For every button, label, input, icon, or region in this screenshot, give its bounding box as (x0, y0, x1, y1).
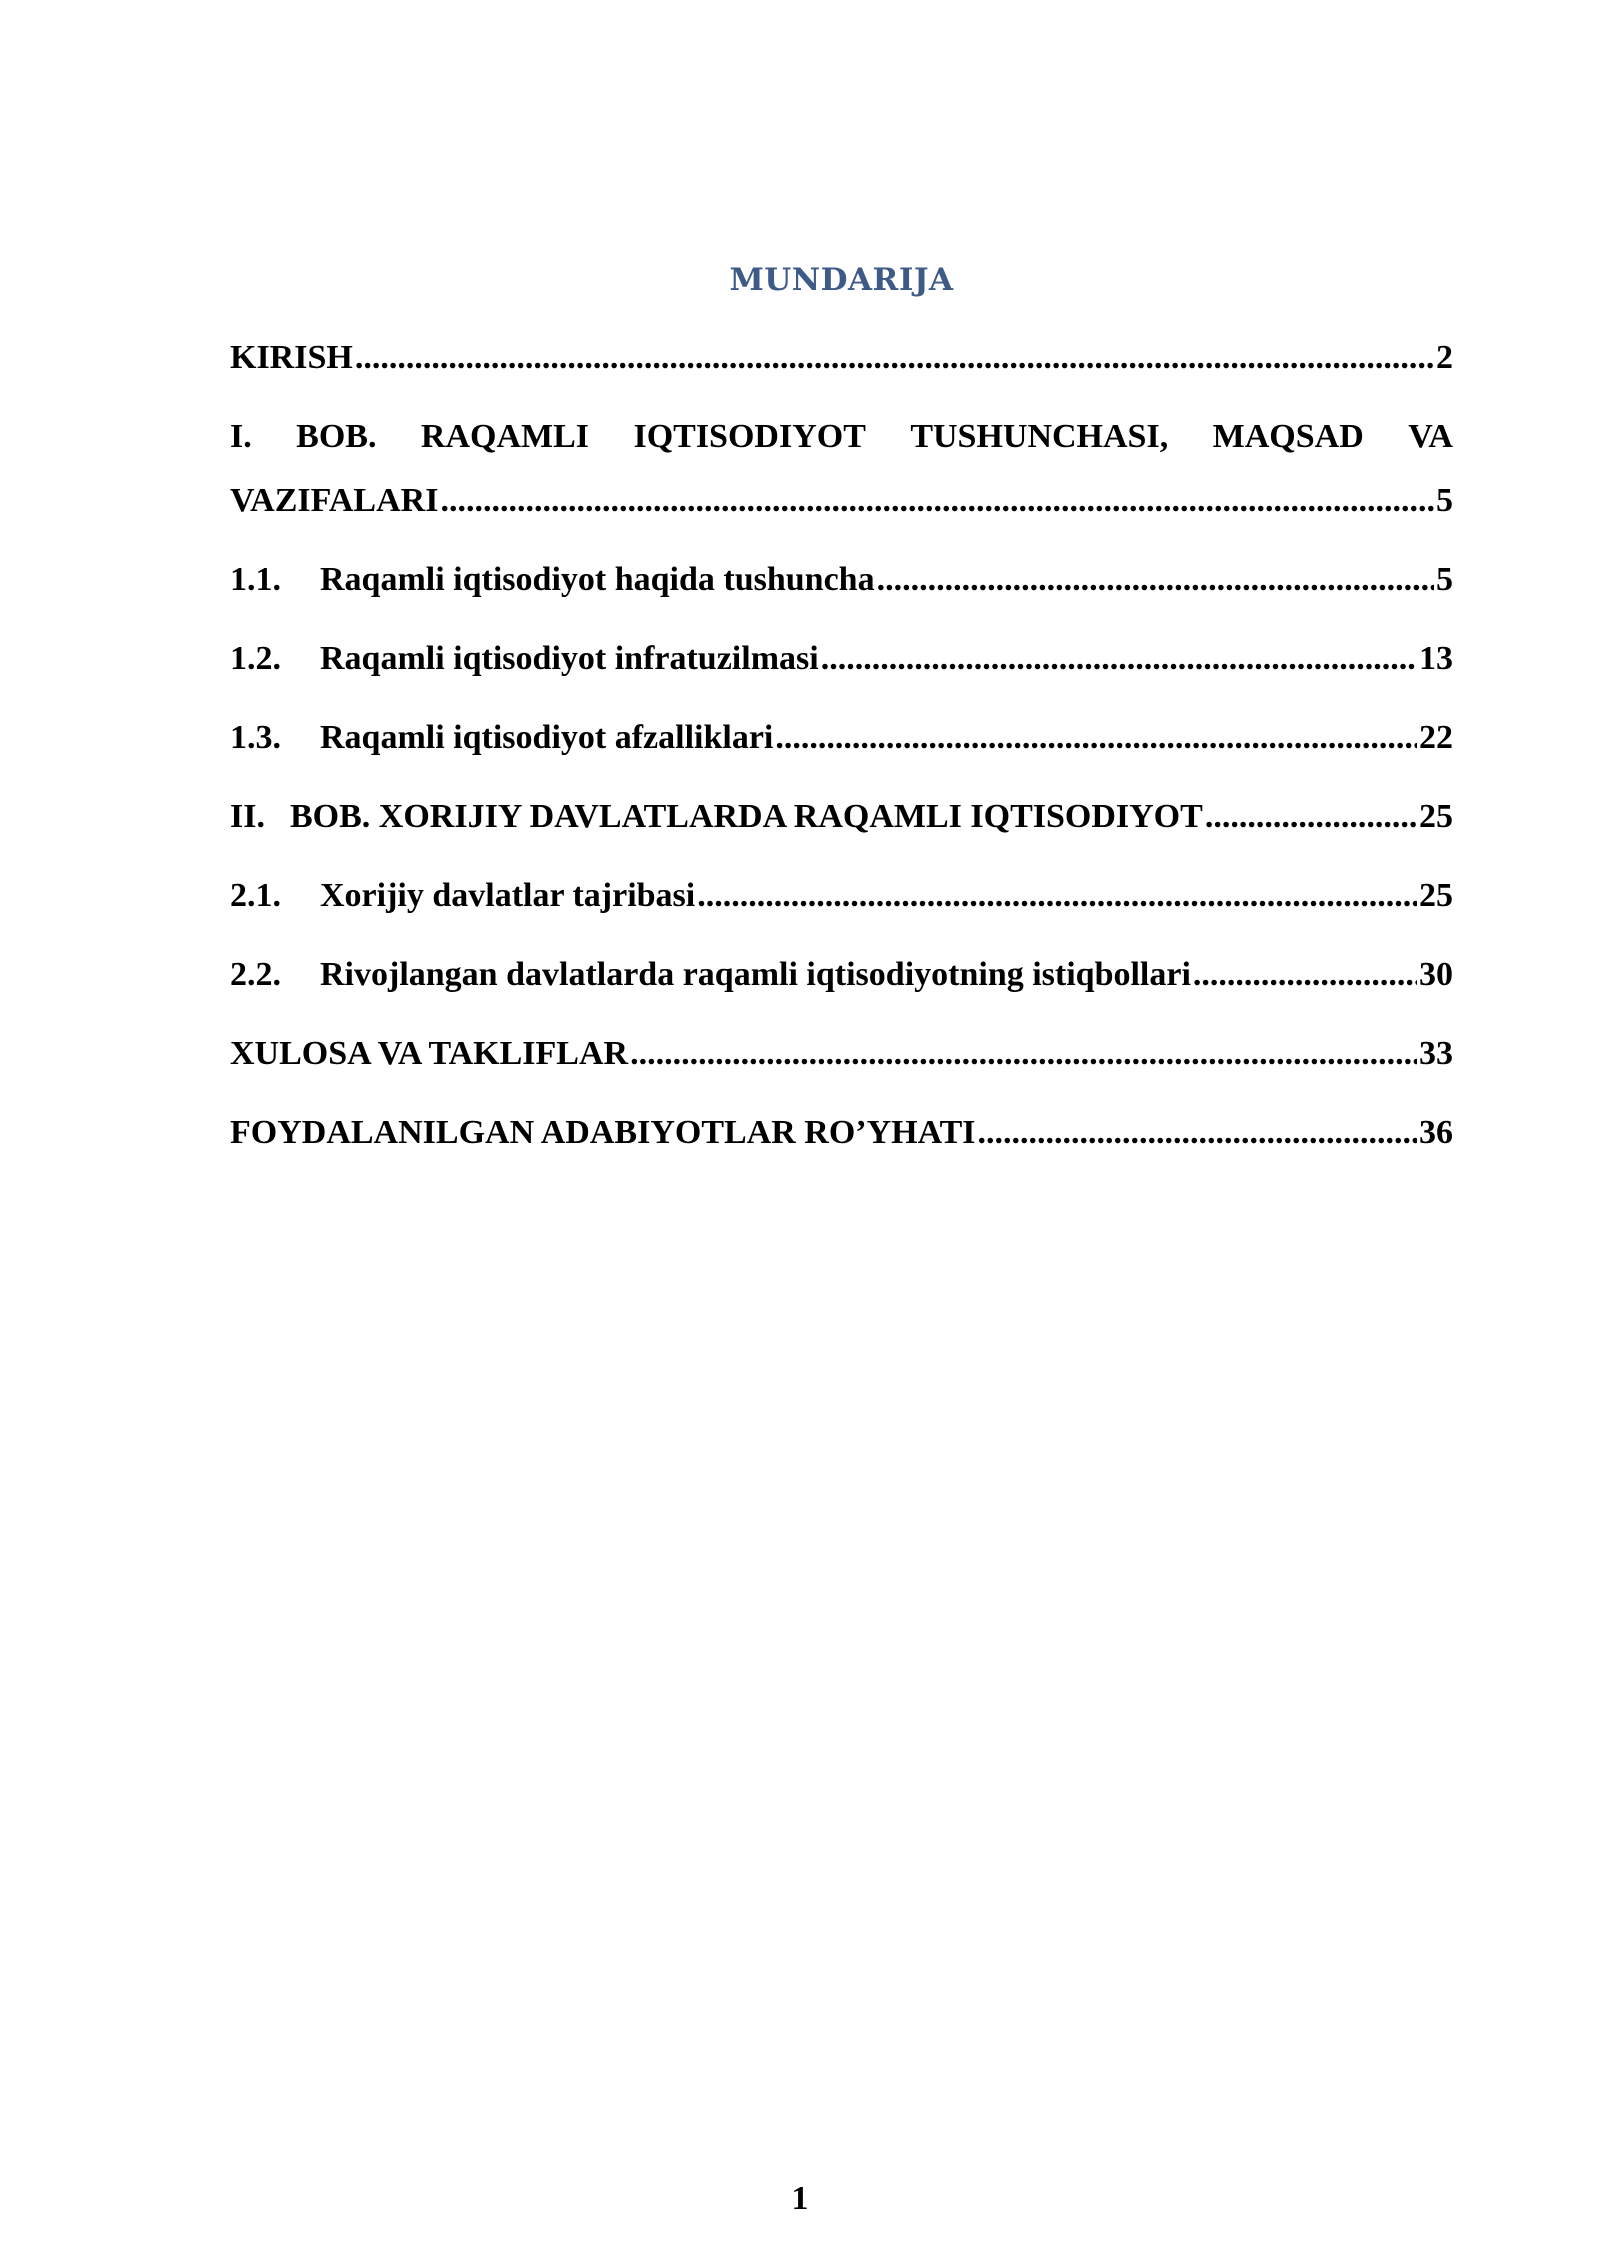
toc-entry-page: 36 (1419, 1114, 1453, 1151)
toc-entry-chapter-2[interactable] (230, 785, 1453, 849)
toc-entry-title: VAZIFALARI (230, 482, 439, 519)
dot-leader (630, 1022, 1417, 1086)
toc-entry-page: 13 (1419, 640, 1453, 677)
toc-entry-title: XULOSA VA TAKLIFLAR (230, 1035, 629, 1072)
toc-entry-title: Raqamli iqtisodiyot infratuzilmasi (320, 640, 819, 677)
toc-entry-page: 25 (1419, 877, 1453, 914)
table-of-contents (230, 326, 1453, 1180)
toc-entry-title: Xorijiy davlatlar tajribasi (320, 877, 696, 914)
toc-entry-title: Raqamli iqtisodiyot afzalliklari (320, 719, 774, 756)
toc-entry-page: 25 (1419, 798, 1453, 835)
dot-leader (697, 864, 1417, 928)
toc-entry-title-line-2 (230, 469, 1453, 533)
title-word: RAQAMLI (420, 418, 590, 455)
title-word: MAQSAD (1212, 418, 1364, 455)
toc-entry-page: 2 (1436, 339, 1453, 376)
toc-entry-section-2-2[interactable] (230, 943, 1453, 1007)
toc-entry-kirish[interactable] (230, 326, 1453, 390)
dot-leader (1205, 785, 1417, 849)
dot-leader (775, 706, 1417, 770)
toc-entry-page: 33 (1419, 1035, 1453, 1072)
toc-entry-page: 5 (1436, 561, 1453, 598)
toc-entry-page: 30 (1419, 956, 1453, 993)
toc-entry-title: BOB. XORIJIY DAVLATLARDA RAQAMLI IQTISODIYOT (290, 798, 1203, 835)
toc-entry-title: KIRISH (230, 339, 353, 376)
page-number: 1 (791, 2180, 809, 2217)
toc-entry-title: FOYDALANILGAN ADABIYOTLAR RO’YHATI (230, 1114, 976, 1151)
dot-leader (877, 548, 1434, 612)
toc-entry-number: I. (230, 418, 252, 455)
toc-entry-page: 22 (1419, 719, 1453, 756)
toc-entry-number: 1.2. (230, 640, 281, 677)
toc-entry-section-1-1[interactable] (230, 548, 1453, 612)
toc-entry-page: 5 (1436, 482, 1453, 519)
toc-entry-section-2-1[interactable] (230, 864, 1453, 928)
title-word: BOB. (296, 418, 377, 455)
dot-leader (1193, 943, 1417, 1007)
toc-entry-adabiyotlar[interactable] (230, 1101, 1453, 1165)
toc-entry-xulosa[interactable] (230, 1022, 1453, 1086)
toc-entry-chapter-1[interactable] (230, 405, 1453, 533)
dot-leader (978, 1101, 1417, 1165)
title-word: TUSHUNCHASI, (910, 418, 1169, 455)
toc-heading: MUNDARIJA (729, 262, 954, 298)
title-word: IQTISODIYOT (633, 418, 866, 455)
dot-leader (355, 326, 1434, 390)
toc-entry-title: Rivojlangan davlatlarda raqamli iqtisodiyotning istiqbollari (320, 956, 1191, 993)
toc-entry-title: Raqamli iqtisodiyot haqida tushuncha (320, 561, 875, 598)
toc-entry-number: 1.3. (230, 719, 281, 756)
toc-entry-section-1-2[interactable] (230, 627, 1453, 691)
toc-entry-number: 2.2. (230, 956, 281, 993)
toc-entry-title-line-1 (230, 405, 1453, 469)
toc-entry-number: II. (230, 798, 265, 835)
dot-leader (440, 469, 1434, 533)
toc-entry-number: 1.1. (230, 561, 281, 598)
dot-leader (821, 627, 1417, 691)
toc-entry-number: 2.1. (230, 877, 281, 914)
title-word: VA (1408, 418, 1453, 455)
toc-entry-section-1-3[interactable] (230, 706, 1453, 770)
